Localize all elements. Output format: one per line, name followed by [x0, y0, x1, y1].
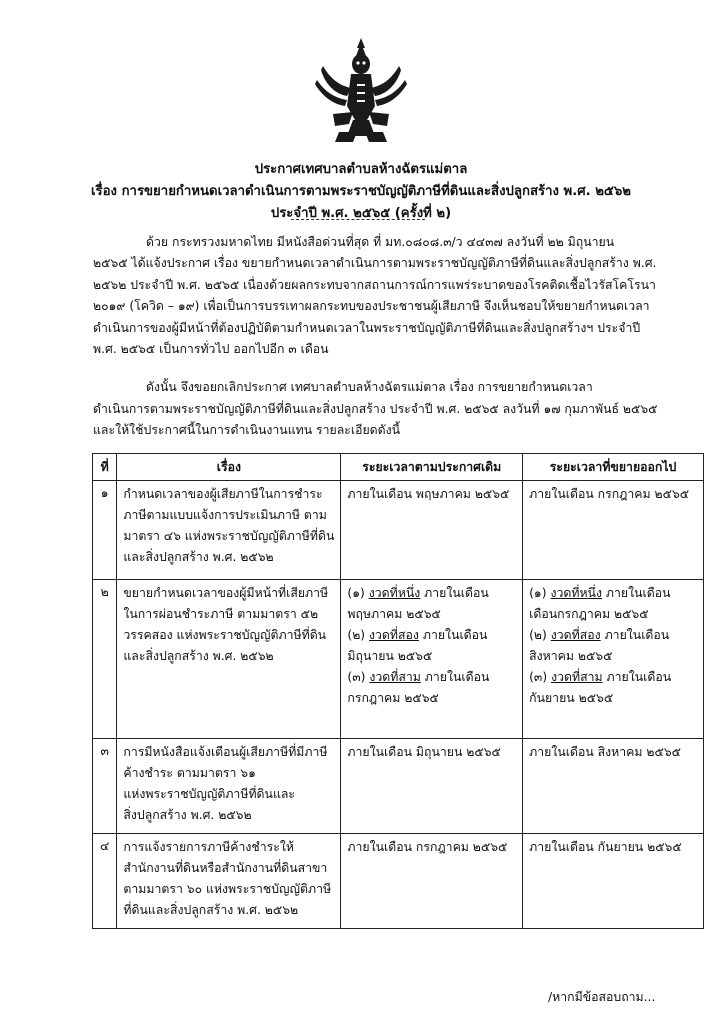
period-text: ภายในเดือน กรกฎาคม ๒๕๖๕: [529, 487, 690, 501]
title-divider: [291, 219, 425, 220]
subject-line: กำหนดเวลาของผู้เสียภาษีในการชำระ: [123, 487, 323, 501]
table-row: [93, 739, 704, 834]
installment-line: (๓) งวดที่สาม ภายในเดือน: [347, 670, 490, 684]
row-number: ๔: [93, 834, 117, 929]
installment-line: เดือนกรกฎาคม ๒๕๖๕: [529, 607, 649, 621]
table-row: [93, 481, 704, 580]
table-header-row: [93, 454, 704, 481]
installment-line: (๑) งวดที่หนึ่ง ภายในเดือน: [347, 586, 489, 600]
header-extended-period: ระยะเวลาที่ขยายออกไป: [523, 454, 704, 481]
subject-line: และสิ่งปลูกสร้าง พ.ศ. ๒๕๖๒: [123, 550, 274, 564]
period-text: ภายในเดือน สิงหาคม ๒๕๖๕: [529, 745, 681, 759]
paragraph-1-line: ดำเนินการของผู้มีหน้าที่ต้องปฏิบัติตามกำหนดเวลาในพระราชบัญญัติภาษีที่ดินและสิ่งปลูกสร้างฯ ประจำปี: [93, 321, 641, 335]
row-original-period: [341, 739, 523, 834]
paragraph-2-line: ดังนั้น จึงขอยกเลิกประกาศ เทศบาลตำบลห้างฉัตรแม่ตาล เรื่อง การขยายกำหนดเวลา: [146, 380, 593, 394]
period-text: ภายในเดือน มิถุนายน ๒๕๖๕: [347, 745, 501, 759]
row-extended-period: [523, 834, 704, 929]
period-text: ภายในเดือน พฤษภาคม ๒๕๖๕: [347, 487, 510, 501]
row-subject: [117, 834, 341, 929]
subject-line: ขยายกำหนดเวลาของผู้มีหน้าที่เสียภาษี: [123, 586, 329, 600]
paragraph-1-line: ๒๕๖๕ ได้แจ้งประกาศ เรื่อง ขยายกำหนดเวลาดำเนินการตามพระราชบัญญัติภาษีที่ดินและสิ่งปลูกสร้าง พ.ศ.: [93, 256, 657, 270]
header-original-period: ระยะเวลาตามประกาศเดิม: [341, 454, 523, 481]
header-subject: เรื่อง: [117, 454, 341, 481]
subject-line: สำนักงานที่ดินหรือสำนักงานที่ดินสาขา: [123, 861, 328, 875]
row-number: ๑: [93, 481, 117, 580]
row-subject: [117, 481, 341, 580]
row-original-period: [341, 580, 523, 739]
paragraph-1-line: ๒๕๖๒ ประจำปี พ.ศ. ๒๕๖๕ เนื่องด้วยผลกระทบจากสถานการณ์การแพร่ระบาดของโรคติดเชื้อไวรัสโคโรนา: [93, 278, 656, 292]
subject-line: ที่ดินและสิ่งปลูกสร้าง พ.ศ. ๒๕๖๒: [123, 903, 299, 917]
period-text: ภายในเดือน กันยายน ๒๕๖๕: [529, 840, 682, 854]
row-extended-period: [523, 580, 704, 739]
subject-line: สิ่งปลูกสร้าง พ.ศ. ๒๕๖๒: [123, 808, 252, 822]
installment-line: พฤษภาคม ๒๕๖๕: [347, 607, 441, 621]
header-number: ที่: [93, 454, 117, 481]
garuda-emblem-icon: [313, 36, 409, 144]
installment-line: กรกฎาคม ๒๕๖๕: [347, 691, 439, 705]
announcement-year: ประจำปี พ.ศ. ๒๕๖๕ (ครั้งที่ ๒): [270, 206, 452, 221]
paragraph-2-line: ดำเนินการตามพระราชบัญญัติภาษีที่ดินและสิ่งปลูกสร้าง ประจำปี พ.ศ. ๒๕๖๕ ลงวันที่ ๑๗ กุมภาพันธ์ ๒๕๖๕: [93, 402, 658, 416]
subject-line: การแจ้งรายการภาษีค้างชำระให้: [123, 840, 294, 854]
row-original-period: [341, 481, 523, 580]
installment-line: มิถุนายน ๒๕๖๕: [347, 649, 433, 663]
installment-line: กันยายน ๒๕๖๕: [529, 691, 614, 705]
row-number: ๓: [93, 739, 117, 834]
schedule-table: [92, 453, 704, 929]
continuation-note: /หากมีข้อสอบถาม...: [548, 990, 656, 1004]
subject-line: แห่งพระราชบัญญัติภาษีที่ดินและ: [123, 787, 296, 801]
announcement-title: ประกาศเทศบาลตำบลห้างฉัตรแม่ตาล: [254, 162, 468, 177]
row-original-period: [341, 834, 523, 929]
paragraph-1-line: ๒๐๑๙ (โควิด – ๑๙) เพื่อเป็นการบรรเทาผลกระทบของประชาชนผู้เสียภาษี จึงเห็นชอบให้ขยายกำหนดเวลา: [93, 299, 650, 313]
subject-line: ภาษีตามแบบแจ้งการประเมินภาษี ตาม: [123, 508, 327, 522]
installment-line: (๒) งวดที่สอง ภายในเดือน: [529, 628, 670, 642]
row-subject: [117, 580, 341, 739]
announcement-subject: เรื่อง การขยายกำหนดเวลาดำเนินการตามพระราชบัญญัติภาษีที่ดินและสิ่งปลูกสร้าง พ.ศ. ๒๕๖๒: [91, 184, 631, 199]
row-subject: [117, 739, 341, 834]
row-number: ๒: [93, 580, 117, 739]
period-text: ภายในเดือน กรกฎาคม ๒๕๖๕: [347, 840, 508, 854]
subject-line: มาตรา ๔๖ แห่งพระราชบัญญัติภาษีที่ดิน: [123, 529, 335, 543]
subject-line: และสิ่งปลูกสร้าง พ.ศ. ๒๕๖๒: [123, 649, 274, 663]
installment-line: (๒) งวดที่สอง ภายในเดือน: [347, 628, 488, 642]
table-row: [93, 834, 704, 929]
paragraph-1-line: ด้วย กระทรวงมหาดไทย มีหนังสือด่วนที่สุด ที่ มท.๐๘๐๘.๓/ว ๔๔๓๗ ลงวันที่ ๒๒ มิถุนายน: [146, 235, 615, 249]
table-row: [93, 580, 704, 739]
subject-line: การมีหนังสือแจ้งเตือนผู้เสียภาษีที่มีภาษี: [123, 745, 328, 759]
paragraph-1-line: พ.ศ. ๒๕๖๕ เป็นการทั่วไป ออกไปอีก ๓ เดือน: [93, 342, 329, 356]
paragraph-2-line: และให้ใช้ประกาศนี้ในการดำเนินงานแทน รายละเอียดดังนี้: [93, 423, 401, 437]
row-extended-period: [523, 739, 704, 834]
row-extended-period: [523, 481, 704, 580]
installment-line: สิงหาคม ๒๕๖๕: [529, 649, 613, 663]
installment-line: (๑) งวดที่หนึ่ง ภายในเดือน: [529, 586, 671, 600]
subject-line: วรรคสอง แห่งพระราชบัญญัติภาษีที่ดิน: [123, 628, 327, 642]
subject-line: ค้างชำระ ตามมาตรา ๖๑: [123, 766, 256, 780]
subject-line: ตามมาตรา ๖๐ แห่งพระราชบัญญัติภาษี: [123, 882, 332, 896]
installment-line: (๓) งวดที่สาม ภายในเดือน: [529, 670, 672, 684]
subject-line: ในการผ่อนชำระภาษี ตามมาตรา ๕๒: [123, 607, 319, 621]
